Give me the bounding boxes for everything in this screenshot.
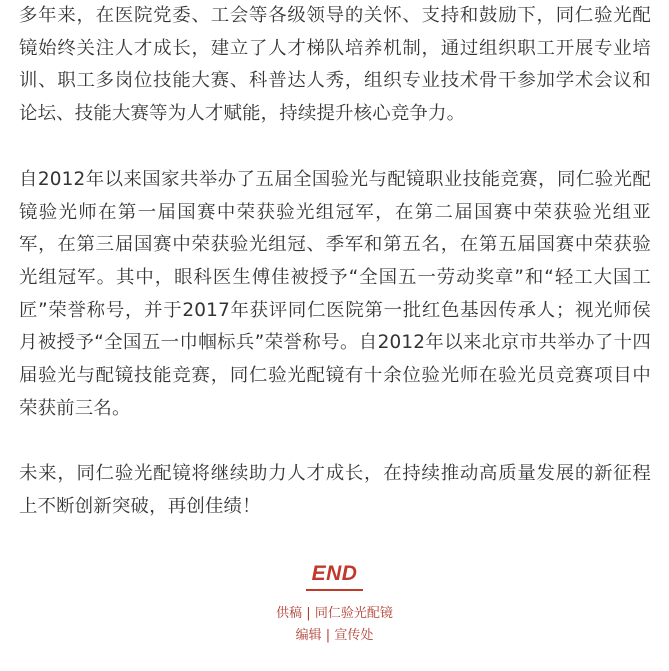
paragraph-spacer (19, 131, 651, 164)
article-paragraph-1: 多年来，在医院党委、工会等各级领导的关怀、支持和鼓励下，同仁验光配镜始终关注人才成长，建立了人才梯队培养机制，通过组织职工开展专业培训、职工多岗位技能大赛、科普达人秀，组织专业技术骨干参加学术会议和论坛、技能大赛等为人才赋能，持续提升核心竞争力。 (19, 5, 651, 125)
article-body (19, 0, 651, 524)
contributor-credit: 供稿 | 同仁验光配镜 (276, 606, 393, 621)
article-paragraph-2: 自2012年以来国家共举办了五届全国验光与配镜职业技能竞赛，同仁验光配镜验光师在第一届国赛中荣获验光组冠军，在第二届国赛中荣获验光组亚军，在第三届国赛中荣获验光组冠、季军和第五名，在第五届国赛中荣获验光组冠军。其中，眼科医生傅佳被授予“全国五一劳动奖章”和“轻工大国工匠”荣誉称号，并于2017年获评同仁医院第一批红色基因传承人；视光师侯月被授予“全国五一巾帼标兵”荣誉称号。自2012年以来北京市共举办了十四届验光与配镜技能竞赛，同仁验光配镜有十余位验光师在验光员竞赛项目中荣获前三名。 (19, 168, 651, 419)
end-mark: END (306, 562, 364, 591)
credits (0, 603, 669, 647)
article-paragraph-3: 未来，同仁验光配镜将继续助力人才成长，在持续推动高质量发展的新征程上不断创新突破，再创佳绩！ (19, 463, 651, 518)
article-footer (0, 562, 669, 647)
editor-credit: 编辑 | 宣传处 (295, 628, 374, 643)
paragraph-spacer (19, 425, 651, 458)
